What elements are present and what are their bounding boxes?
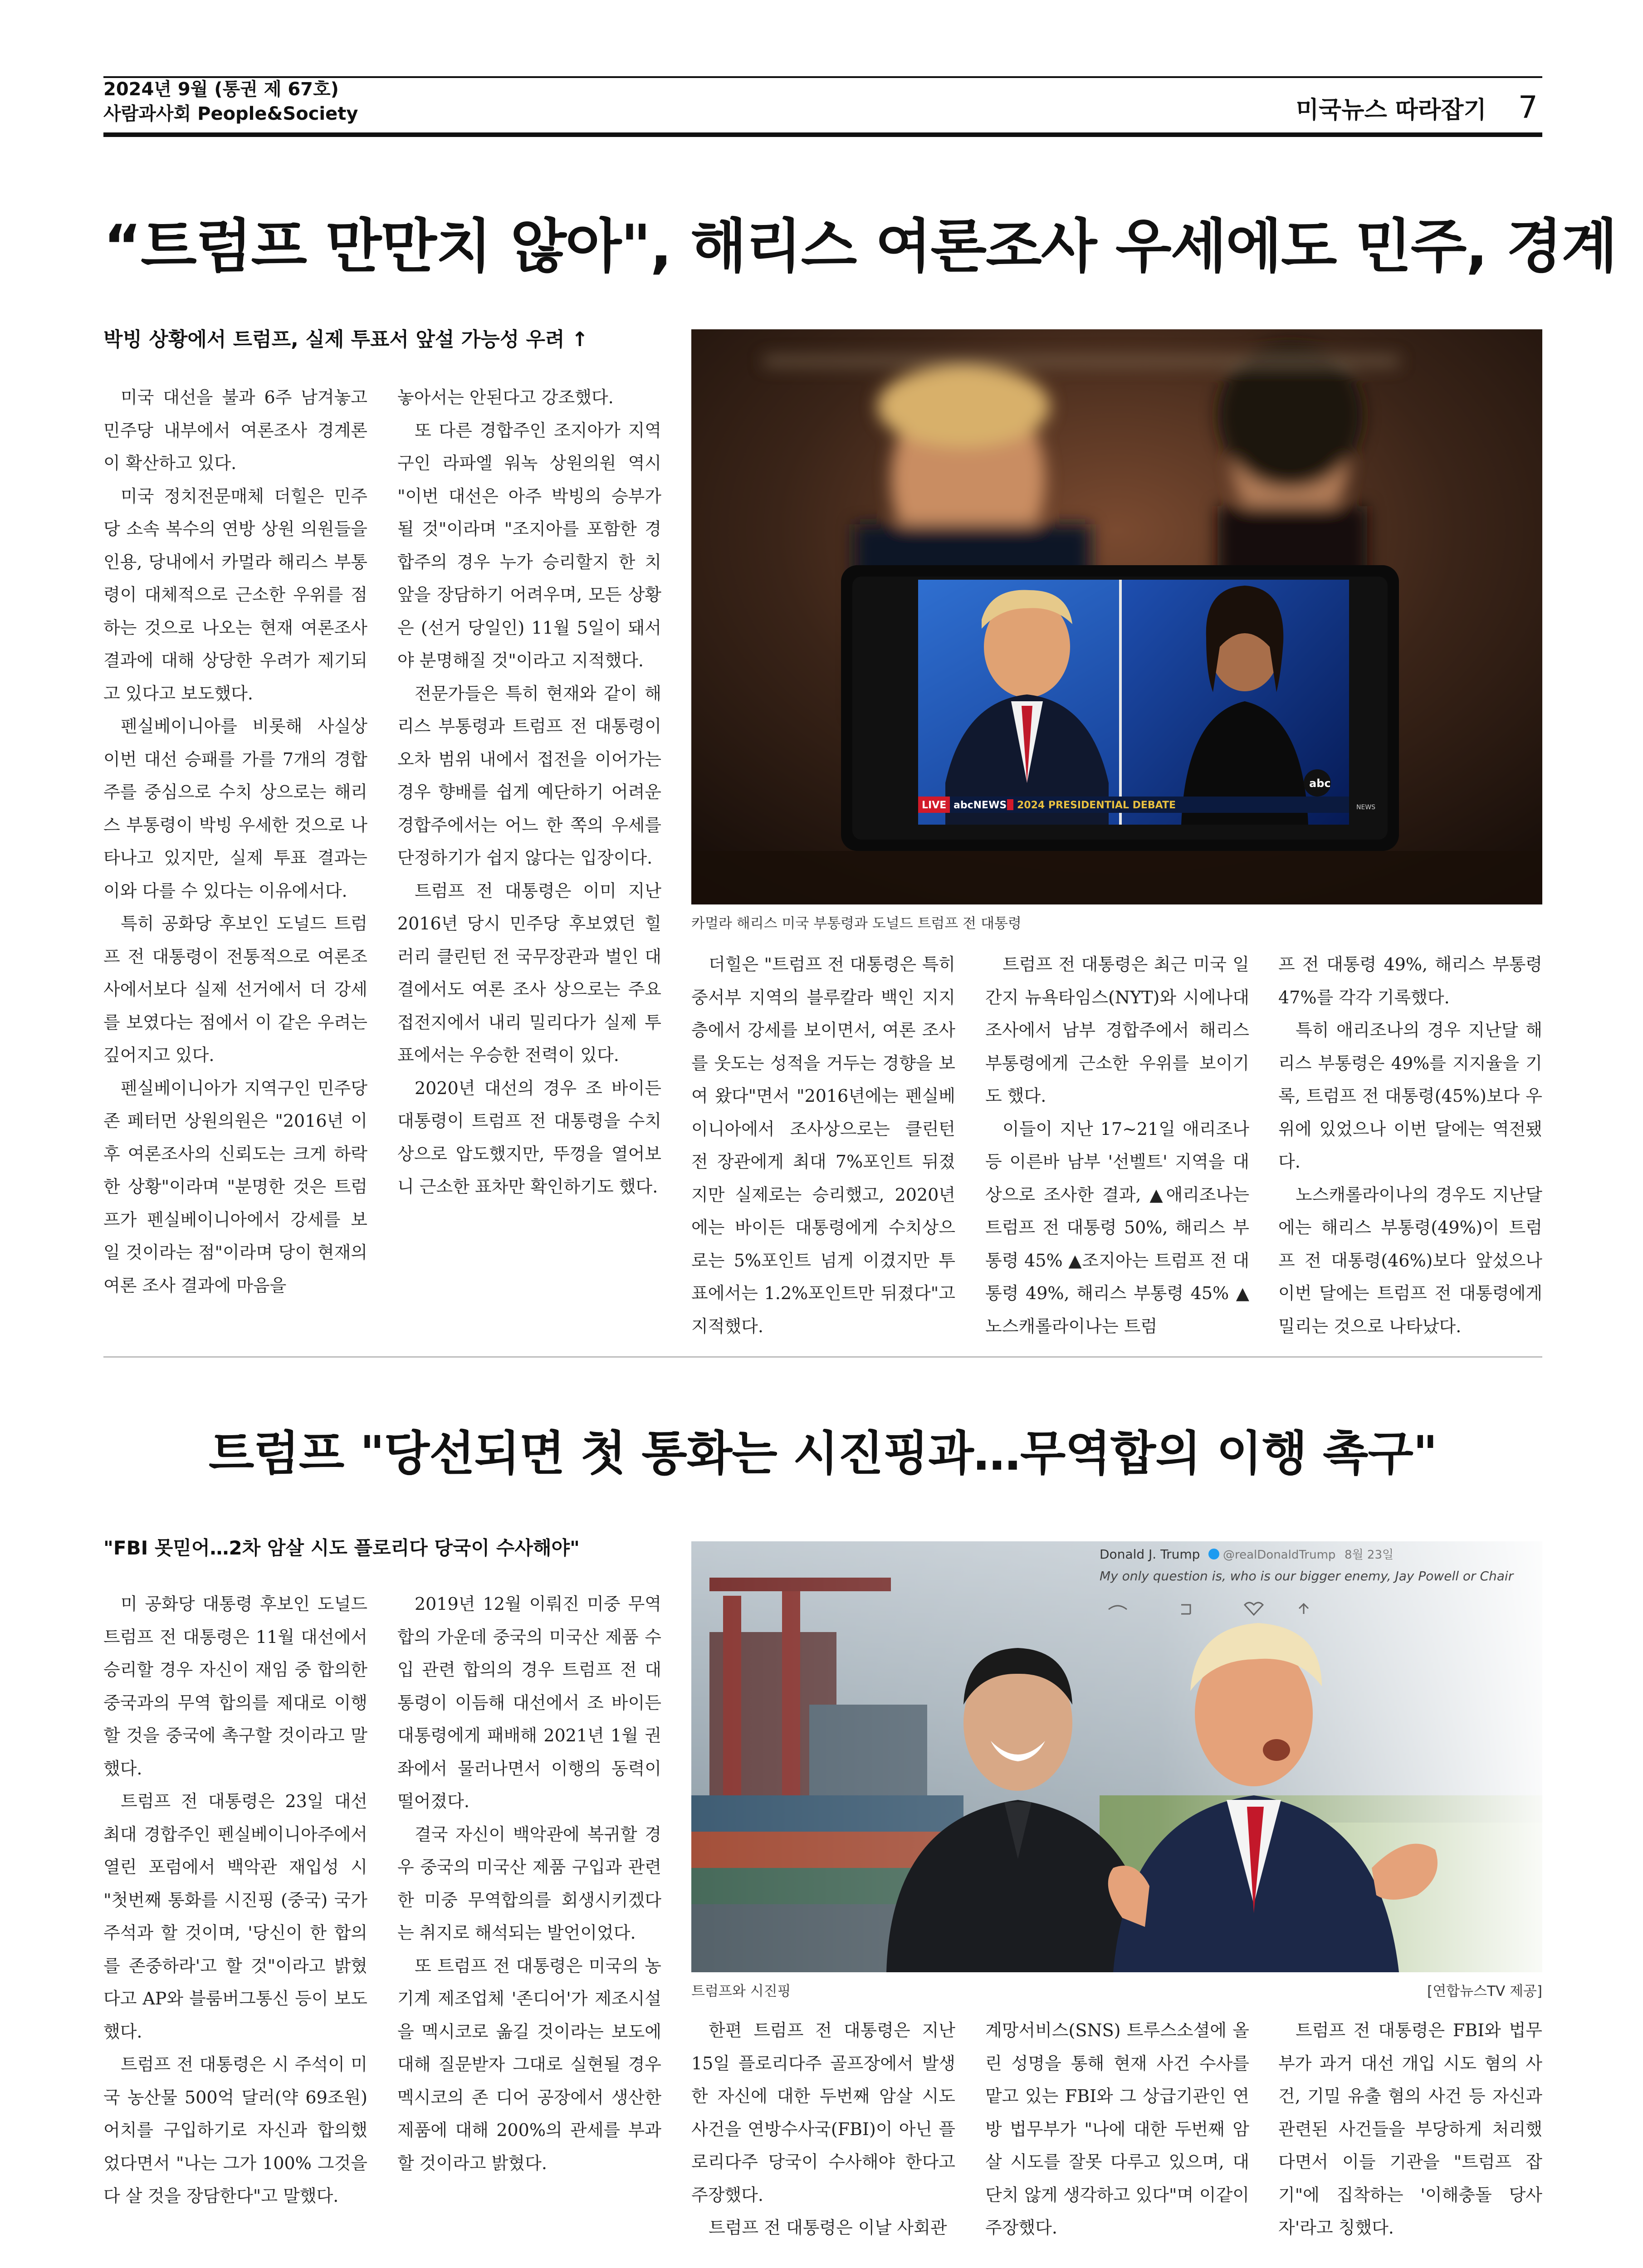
paragraph: 놓아서는 안된다고 강조했다. (397, 387, 614, 407)
article2-column-5 (1278, 2014, 1542, 2268)
article-divider (103, 1356, 1542, 1358)
paragraph: 특히 애리조나의 경우 지난달 해리스 부통령은 49%를 지지율을 기록, 트럼프 전 대통령(45%)보다 우위에 있었으나 이번 달에는 역전됐다. (1278, 1020, 1542, 1172)
article2-column-4 (985, 2014, 1249, 2268)
paragraph: 결국 자신이 백악관에 복귀할 경우 중국의 미국산 제품 구입과 관련한 미중 무역합의를 회생시키겠다는 취지로 해석되는 발언이었다. (397, 1824, 661, 1943)
debate-label: 2024 PRESIDENTIAL DEBATE (1017, 800, 1176, 811)
paragraph: 트럼프 전 대통령은 시 주석이 미국 농산물 500억 달러(약 69조원) 어치를 구입하기로 자신과 합의했었다면서 "나는 그가 100% 그것을 다 살 것을 장담한다"고 말했다. (103, 2054, 367, 2206)
issue-date: 2024년 9월 (통권 제 67호) (103, 79, 339, 100)
tweet-date: 8월 23일 (1345, 1548, 1394, 1562)
paragraph: 노스캐롤라이나의 경우도 지난달에는 해리스 부통령(49%)이 트럼프 전 대통령(46%)보다 앞섰으나 이번 달에는 트럼프 전 대통령에게 밀리는 것으로 나타났다. (1278, 1184, 1542, 1336)
debate-photo (691, 329, 1542, 904)
verified-icon (1208, 1549, 1219, 1559)
paragraph: 미국 정치전문매체 더힐은 민주당 소속 복수의 연방 상원 의원들을 인용, 당내에서 카멀라 해리스 부통령이 대체적으로 근소한 우위를 점하는 것으로 나오는 현재 여론조사 결과에 대해 상당한 우려가 제기되고 있다고 보도했다. (103, 486, 367, 704)
article1-column-1 (103, 381, 367, 1361)
article1-column-5 (1278, 948, 1542, 1356)
article1-photo-caption: 카멀라 해리스 미국 부통령과 도널드 트럼프 전 대통령 (691, 915, 1022, 932)
section-name: 미국뉴스 따라잡기 (1296, 97, 1487, 124)
article2-column-3 (691, 2014, 955, 2268)
paragraph: 미국 대선을 불과 6주 남겨놓고 민주당 내부에서 여론조사 경계론이 확산하고 있다. (103, 387, 367, 473)
article2-headline: 트럼프 "당선되면 첫 통화는 시진핑과…무역합의 이행 촉구" (208, 1426, 1438, 1481)
article1-column-2 (397, 381, 661, 1361)
article1-column-3 (691, 948, 955, 1356)
article1-column-4 (985, 948, 1249, 1356)
tweet-name: Donald J. Trump (1100, 1547, 1200, 1562)
paragraph: 2019년 12월 이뤄진 미중 무역합의 가운데 중국의 미국산 제품 수입 관련 합의의 경우 트럼프 전 대통령이 이듬해 대선에서 조 바이든 대통령에게 패배해 2021년 1월 권좌에서 물러나면서 이행의 동력이 떨어졌다. (397, 1594, 661, 1811)
paragraph: 한편 트럼프 전 대통령은 지난 15일 플로리다주 골프장에서 발생한 자신에 대한 두번째 암살 시도 사건을 연방수사국(FBI)이 아닌 플로리다주 당국이 수사해야 한다고 주장했다. (691, 2020, 955, 2205)
trump-xi-photo-graphic (691, 1541, 1542, 1972)
publication-name: 사람과사회 People&Society (103, 103, 358, 124)
article1-headline: “트럼프 만만치 않아", 해리스 여론조사 우세에도 민주, 경계 (103, 213, 1617, 280)
paragraph: 트럼프 전 대통령은 이미 지난 2016년 당시 민주당 후보였던 힐러리 클린턴 전 국무장관과 벌인 대결에서도 여론 조사 상으로는 주요 접전지에서 내리 밀리다가 실제 투표에서는 우승한 전력이 있다. (397, 880, 661, 1065)
abc-news-label: abcNEWS (954, 800, 1007, 811)
paragraph: 트럼프 전 대통령은 FBI와 법무부가 과거 대선 개입 시도 혐의 사건, 기밀 유출 혐의 사건 등 자신과 관련된 사건들을 부당하게 처리했다면서 이들 기관을 "트럼프 잡기"에 집착하는 '이해충돌 당사자'라고 칭했다. (1278, 2020, 1542, 2238)
debate-photo-graphic (691, 329, 1542, 904)
paragraph: 이들이 지난 17~21일 애리조나 등 이른바 남부 '선벨트' 지역을 대상으로 조사한 결과, ▲애리조나는 트럼프 전 대통령 50%, 해리스 부통령 45% ▲조지아는 트럼프 전 대통령 49%, 해리스 부통령 45% ▲노스캐롤라이나는 트럼 (985, 1119, 1249, 1336)
paragraph: 2020년 대선의 경우 조 바이든 대통령이 트럼프 전 대통령을 수치 상으로 압도했지만, 뚜껑을 열어보니 근소한 표차만 확인하기도 했다. (397, 1078, 661, 1197)
paragraph: 트럼프 전 대통령은 최근 미국 일간지 뉴욕타임스(NYT)와 시에나대 조사에서 남부 경합주에서 해리스 부통령에게 근소한 우위를 보이기도 했다. (985, 954, 1249, 1106)
live-badge: LIVE (922, 800, 947, 811)
paragraph: 또 다른 경합주인 조지아가 지역구인 라파엘 워녹 상원의원 역시 "이번 대선은 아주 박빙의 승부가 될 것"이라며 "조지아를 포함한 경합주의 경우 누가 승리할지 한 치 앞을 장담하기 어려우며, 모든 상황은 (선거 당일인) 11월 5일이 돼서야 분명해질 것"이라고 지적했다. (397, 420, 661, 670)
article2-photo-caption: 트럼프와 시진핑 (691, 1983, 791, 1999)
tweet-text: My only question is, who is our bigger enemy, Jay Powell or Chair (1100, 1569, 1514, 1584)
article2-photo-credit: [연합뉴스TV 제공] (1427, 1983, 1542, 1999)
article1-subhead: 박빙 상황에서 트럼프, 실제 투표서 앞설 가능성 우려 ↑ (103, 328, 588, 351)
abc-logo: abc (1309, 777, 1331, 790)
article2-column-1 (103, 1588, 367, 2268)
trump-xi-photo (691, 1541, 1542, 1972)
paragraph: 미 공화당 대통령 후보인 도널드 트럼프 전 대통령은 11월 대선에서 승리할 경우 자신이 재임 중 합의한 중국과의 무역 합의를 제대로 이행할 것을 중국에 촉구할 것이라고 말했다. (103, 1594, 367, 1779)
paragraph: 더힐은 "트럼프 전 대통령은 특히 중서부 지역의 블루칼라 백인 지지층에서 강세를 보이면서, 여론 조사를 웃도는 성적을 거두는 경향을 보여 왔다"면서 "2016년에는 펜실베이니아에서 조사상으로는 클린턴 전 장관에게 최대 7%포인트 뒤졌지만 실제로는 승리했고, 2020년에는 바이든 대통령에게 수치상으로는 5%포인트 넘게 이겼지만 투표에서는 1.2%포인트만 뒤졌다"고 지적했다. (691, 954, 955, 1336)
paragraph: 트럼프 전 대통령은 이날 사회관 (709, 2218, 947, 2238)
paragraph: 트럼프 전 대통령은 23일 대선 최대 경합주인 펜실베이니아주에서 열린 포럼에서 백악관 재입성 시 "첫번째 통화를 시진핑 (중국) 국가주석과 할 것이며, '당신이 한 합의를 존중하라'고 할 것"이라고 밝혔다고 AP와 블룸버그통신 등이 보도했다. (103, 1791, 367, 2042)
paragraph: 특히 공화당 후보인 도널드 트럼프 전 대통령이 전통적으로 여론조사에서보다 실제 선거에서 더 강세를 보였다는 점에서 이 같은 우려는 깊어지고 있다. (103, 914, 367, 1065)
paragraph: 계망서비스(SNS) 트루스소셜에 올린 성명을 통해 현재 사건 수사를 맡고 있는 FBI와 그 상급기관인 연방 법무부가 "나에 대한 두번째 암살 시도를 잘못 다루고 있으며, 대단치 않게 생각하고 있다"며 이같이 주장했다. (985, 2020, 1249, 2238)
paragraph: 펜실베이니아를 비롯해 사실상 이번 대선 승패를 가를 7개의 경합주를 중심으로 수치 상으로는 해리스 부통령이 박빙 우세한 것으로 나타나고 있지만, 실제 투표 결과는 이와 다를 수 있다는 이유에서다. (103, 716, 367, 901)
article2-subhead: "FBI 못믿어…2차 암살 시도 플로리다 당국이 수사해야" (103, 1537, 580, 1559)
paragraph: 전문가들은 특히 현재와 같이 해리스 부통령과 트럼프 전 대통령이 오차 범위 내에서 접전을 이어가는 경우 향배를 쉽게 예단하기 어려운 경합주에서는 어느 한 쪽의 우세를 단정하기가 쉽지 않다는 입장이다. (397, 683, 661, 868)
masthead-rule (103, 132, 1542, 137)
masthead-right (1296, 90, 1538, 126)
masthead-left (103, 77, 358, 126)
page-number: 7 (1518, 90, 1538, 126)
news-logo: NEWS (1356, 804, 1376, 811)
paragraph: 펜실베이니아가 지역구인 민주당 존 페터먼 상원의원은 "2016년 이후 여론조사의 신뢰도는 크게 하락한 상황"이라며 "분명한 것은 트럼프가 펜실베이니아에서 강세를 보일 것이라는 점"이라며 당이 현재의 여론 조사 결과에 마음을 (103, 1078, 367, 1295)
article2-column-2 (397, 1588, 661, 2268)
paragraph: 프 전 대통령 49%, 해리스 부통령 47%를 각각 기록했다. (1278, 954, 1542, 1007)
tweet-handle: @realDonaldTrump (1223, 1548, 1336, 1562)
paragraph: 또 트럼프 전 대통령은 미국의 농기계 제조업체 '존디어'가 제조시설을 멕시코로 옮길 것이라는 보도에 대해 질문받자 그대로 실현될 경우 멕시코의 존 디어 공장에서 생산한 제품에 대해 200%의 관세를 부과할 것이라고 밝혔다. (397, 1955, 661, 2173)
